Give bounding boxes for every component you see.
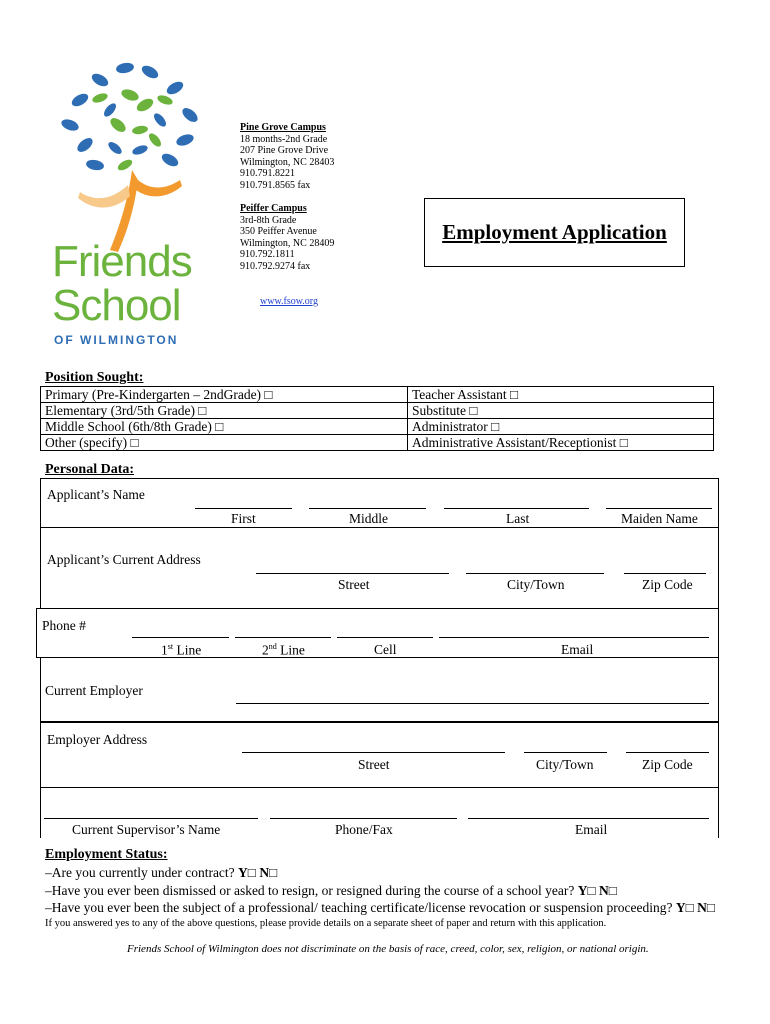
pine-grove-street: 207 Pine Grove Drive	[240, 145, 329, 156]
phone-cell-field[interactable]	[337, 637, 433, 638]
current-employer-field[interactable]	[236, 703, 709, 704]
address-divider	[40, 527, 719, 528]
employer-street-caption: Street	[358, 757, 390, 772]
q1-no-checkbox[interactable]: N□	[259, 865, 278, 880]
phone-2nd-line-field[interactable]	[235, 637, 331, 638]
tree-hands-icon	[40, 40, 220, 260]
position-administrator[interactable]: Administrator □	[408, 419, 714, 435]
peiffer-city: Wilmington, NC 28409	[240, 237, 335, 249]
address-zip-caption: Zip Code	[642, 577, 693, 592]
pine-grove-title: Pine Grove Campus	[240, 122, 326, 133]
q3-yes-checkbox[interactable]: Y□	[675, 900, 694, 915]
address-zip-field[interactable]	[624, 573, 706, 574]
q3-no-checkbox[interactable]: N□	[697, 900, 716, 915]
middle-name-field[interactable]	[309, 508, 426, 509]
q1-yes-checkbox[interactable]: Y□	[238, 865, 256, 880]
non-discrimination-footer: Friends School of Wilmington does not discriminate on the basis of race, creed, color, sex, religion, or national origin.	[127, 943, 649, 955]
peiffer-fax: 910.792.9274 fax	[240, 260, 311, 272]
peiffer-phone: 910.792.1811	[240, 249, 295, 260]
employment-note: If you answered yes to any of the above questions, please provide details on a separate sheet of paper and return with this application.	[45, 918, 607, 929]
phone-1st-line-field[interactable]	[132, 637, 229, 638]
address-street-caption: Street	[338, 577, 370, 592]
logo-friends: Friends	[52, 237, 192, 286]
phone-2nd-caption: 2nd Line	[262, 642, 305, 658]
peiffer-campus	[240, 203, 334, 272]
employer-address-label: Employer Address	[47, 732, 148, 747]
position-elementary[interactable]: Elementary (3rd/5th Grade) □	[41, 403, 408, 419]
employment-q2	[45, 883, 617, 899]
maiden-caption: Maiden Name	[621, 511, 698, 526]
last-caption: Last	[506, 511, 530, 526]
address-street-field[interactable]	[256, 573, 449, 574]
personal-heading: Personal Data:	[45, 462, 135, 477]
q3-text: –Have you ever been the subject of a professional/ teaching certificate/license revocation or suspension proceeding?	[45, 900, 673, 915]
employer-city-caption: City/Town	[536, 757, 594, 772]
current-address-label: Applicant’s Current Address	[47, 552, 201, 567]
website-link[interactable]: www.fsow.org	[260, 296, 318, 307]
pine-grove-grades: 18 months-2nd Grade	[240, 133, 328, 145]
document-title: Employment Application	[442, 220, 667, 244]
peiffer-title: Peiffer Campus	[240, 203, 307, 214]
employer-zip-caption: Zip Code	[642, 757, 693, 772]
logo-of-wilmington: OF WILMINGTON	[54, 333, 179, 347]
phone-label: Phone #	[42, 618, 86, 633]
employer-zip-field[interactable]	[626, 752, 709, 753]
address-city-caption: City/Town	[507, 577, 565, 592]
position-heading: Position Sought:	[45, 370, 144, 385]
pine-grove-phone: 910.791.8221	[240, 168, 295, 179]
first-caption: First	[231, 511, 256, 526]
address-city-field[interactable]	[466, 573, 604, 574]
position-admin-assistant[interactable]: Administrative Assistant/Receptionist □	[408, 435, 714, 451]
q2-text: –Have you ever been dismissed or asked to resign, or resigned during the course of a school year?	[45, 883, 575, 898]
pine-grove-fax: 910.791.8565 fax	[240, 179, 311, 191]
pine-grove-campus	[240, 122, 334, 191]
q2-yes-checkbox[interactable]: Y□	[577, 883, 596, 898]
applicant-name-label: Applicant’s Name	[47, 487, 145, 502]
position-substitute[interactable]: Substitute □	[408, 403, 714, 419]
phone-cell-caption: Cell	[374, 642, 397, 657]
position-teacher-assistant[interactable]: Teacher Assistant □	[408, 387, 714, 403]
supervisor-name-caption: Current Supervisor’s Name	[72, 822, 221, 837]
phone-email-caption: Email	[561, 642, 594, 657]
supervisor-email-field[interactable]	[468, 818, 709, 819]
peiffer-street: 350 Peiffer Avenue	[240, 226, 317, 237]
maiden-name-field[interactable]	[606, 508, 712, 509]
position-middle-school[interactable]: Middle School (6th/8th Grade) □	[41, 419, 408, 435]
employment-q1	[45, 865, 277, 881]
phone-email-field[interactable]	[439, 637, 709, 638]
employment-heading: Employment Status:	[45, 847, 168, 862]
supervisor-name-field[interactable]	[44, 818, 258, 819]
logo-school: School	[52, 281, 181, 330]
current-employer-label: Current Employer	[45, 683, 143, 698]
school-logo	[40, 40, 220, 350]
pine-grove-city: Wilmington, NC 28403	[240, 156, 335, 168]
first-name-field[interactable]	[195, 508, 292, 509]
supervisor-phone-field[interactable]	[270, 818, 457, 819]
title-box	[424, 198, 685, 267]
position-primary[interactable]: Primary (Pre-Kindergarten – 2ndGrade) □	[41, 387, 408, 403]
supervisor-phone-caption: Phone/Fax	[335, 822, 393, 837]
supervisor-email-caption: Email	[575, 822, 608, 837]
employer-street-field[interactable]	[242, 752, 505, 753]
position-other[interactable]: Other (specify) □	[41, 435, 408, 451]
q1-text: –Are you currently under contract?	[45, 865, 235, 880]
peiffer-grades: 3rd-8th Grade	[240, 214, 297, 226]
last-name-field[interactable]	[444, 508, 589, 509]
middle-caption: Middle	[349, 511, 388, 526]
phone-1st-caption: 1st Line	[161, 642, 202, 658]
employment-q3	[45, 900, 715, 916]
employer-city-field[interactable]	[524, 752, 607, 753]
q2-no-checkbox[interactable]: N□	[599, 883, 617, 898]
position-table	[40, 386, 714, 451]
